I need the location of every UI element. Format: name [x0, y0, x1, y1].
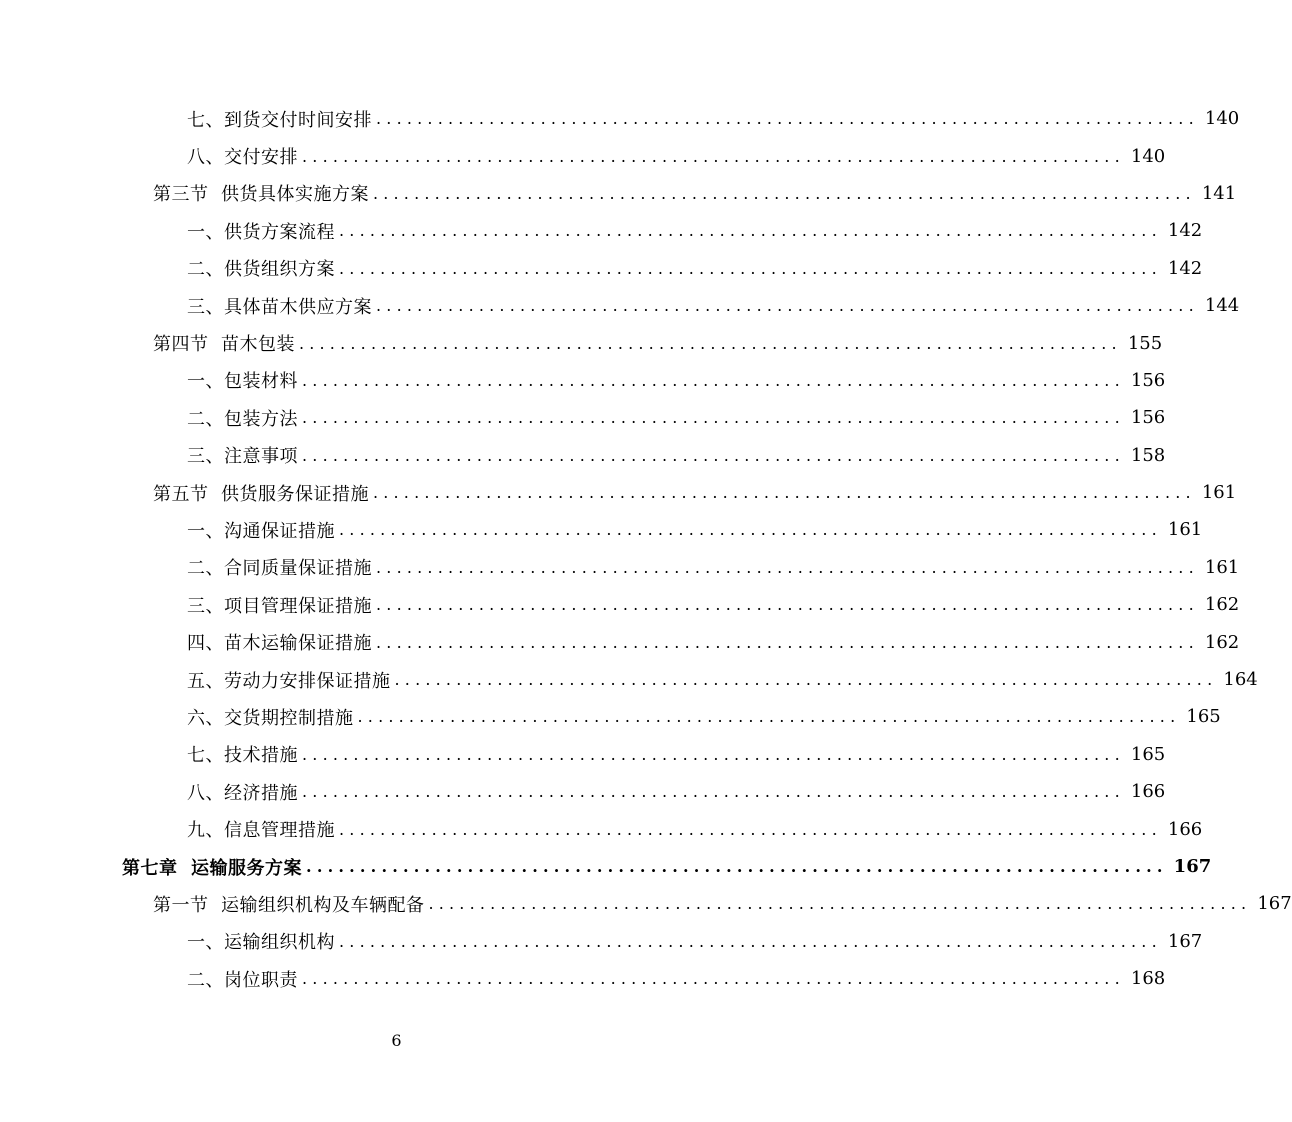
toc-entry[interactable]	[0, 810, 1203, 847]
toc-entry-label: 第五节 供货服务保证措施	[153, 483, 369, 505]
toc-entry[interactable]	[0, 324, 1163, 361]
toc-page-number: 161	[1201, 482, 1237, 504]
toc-page-number: 161	[1167, 519, 1203, 541]
toc-entry[interactable]	[0, 623, 1240, 660]
toc-leader-dots: ................................................................................	[302, 370, 1125, 390]
toc-entry-label: 八、经济措施	[187, 782, 298, 804]
toc-leader-dots: ................................................................................	[302, 782, 1125, 802]
page-number-footer: 6	[391, 1031, 402, 1050]
toc-page-number: 166	[1167, 818, 1203, 840]
toc-page-number: 162	[1204, 631, 1240, 653]
toc-leader-dots: ................................................................................	[302, 744, 1125, 764]
toc-entry[interactable]	[0, 212, 1203, 249]
toc-page-number: 167	[1257, 893, 1292, 915]
toc-entry-label: 九、信息管理措施	[187, 820, 335, 842]
toc-entry-label: 六、交货期控制措施	[187, 707, 354, 729]
toc-entry[interactable]	[0, 250, 1203, 287]
toc-page-number: 141	[1201, 182, 1237, 204]
toc-leader-dots: ................................................................................	[339, 931, 1162, 951]
toc-entry[interactable]	[0, 960, 1166, 997]
toc-leader-dots: ................................................................................	[376, 595, 1199, 615]
toc-leader-dots: ................................................................................	[376, 632, 1199, 652]
toc-entry-label: 一、供货方案流程	[187, 221, 335, 243]
toc-entry-label: 三、项目管理保证措施	[187, 595, 372, 617]
toc-leader-dots: ................................................................................	[339, 520, 1162, 540]
toc-entry[interactable]	[0, 923, 1203, 960]
toc-page-number: 144	[1204, 295, 1240, 317]
toc-leader-dots: ................................................................................	[339, 258, 1162, 278]
toc-leader-dots: ................................................................................	[376, 557, 1199, 577]
toc-leader-dots: ................................................................................	[372, 483, 1196, 503]
toc-entry-label: 第七章 运输服务方案	[122, 857, 303, 879]
toc-leader-dots: ................................................................................	[302, 146, 1125, 166]
toc-entry-label: 七、到货交付时间安排	[187, 109, 372, 131]
toc-entry[interactable]	[0, 885, 1292, 922]
toc-page-number: 165	[1130, 743, 1166, 765]
toc-entry[interactable]	[0, 549, 1240, 586]
toc-entry-label: 一、包装材料	[187, 371, 298, 393]
toc-entry-label: 第三节 供货具体实施方案	[153, 184, 369, 206]
toc-entry[interactable]	[0, 437, 1166, 474]
toc-entry[interactable]	[0, 661, 1258, 698]
toc-entry-label: 二、合同质量保证措施	[187, 558, 372, 580]
toc-page-number: 155	[1127, 332, 1163, 354]
toc-entry-label: 一、运输组织机构	[187, 932, 335, 954]
toc-page-number: 166	[1130, 781, 1166, 803]
toc-entry[interactable]	[0, 736, 1166, 773]
toc-leader-dots: ................................................................................	[302, 408, 1125, 428]
toc-entry[interactable]	[0, 698, 1221, 735]
toc-leader-dots: ................................................................................	[376, 296, 1199, 316]
toc-page-number: 140	[1204, 108, 1240, 130]
toc-entry[interactable]	[0, 287, 1240, 324]
toc-leader-dots: ................................................................................	[428, 894, 1252, 914]
toc-entry[interactable]	[0, 399, 1166, 436]
toc-entry[interactable]	[0, 511, 1203, 548]
toc-leader-dots: ................................................................................	[339, 819, 1162, 839]
toc-entry[interactable]	[0, 586, 1240, 623]
toc-leader-dots: ................................................................................	[372, 183, 1196, 203]
toc-entry[interactable]	[0, 362, 1166, 399]
toc-page-number: 140	[1130, 145, 1166, 167]
toc-entry[interactable]	[0, 100, 1240, 137]
toc-entry-label: 三、具体苗木供应方案	[187, 296, 372, 318]
toc-entry-label: 三、注意事项	[187, 446, 298, 468]
toc-entry-label: 八、交付安排	[187, 147, 298, 169]
toc-page-number: 168	[1130, 968, 1166, 990]
toc-page-number: 165	[1186, 706, 1221, 728]
toc-leader-dots: ................................................................................	[298, 333, 1122, 353]
toc-entry-label: 七、技术措施	[187, 745, 298, 767]
toc-entry[interactable]	[0, 773, 1166, 810]
toc-entry[interactable]	[0, 848, 1212, 885]
toc-entry[interactable]	[0, 175, 1237, 212]
toc-entry-label: 四、苗木运输保证措施	[187, 633, 372, 655]
toc-leader-dots: ................................................................................	[306, 857, 1168, 876]
toc-entry-label: 第一节 运输组织机构及车辆配备	[153, 894, 425, 916]
toc-page-number: 164	[1223, 669, 1258, 691]
toc-leader-dots: ................................................................................	[302, 445, 1125, 465]
toc-entry-label: 二、岗位职责	[187, 969, 298, 991]
toc-entry-label: 二、供货组织方案	[187, 259, 335, 281]
toc-page-number: 156	[1130, 369, 1166, 391]
toc-leader-dots: ................................................................................	[394, 670, 1218, 690]
toc-page-number: 162	[1204, 594, 1240, 616]
toc-entry[interactable]	[0, 474, 1237, 511]
toc-leader-dots: ................................................................................	[376, 109, 1199, 129]
toc-leader-dots: ................................................................................	[302, 969, 1125, 989]
toc-page-number: 167	[1167, 930, 1203, 952]
toc-page-number: 161	[1204, 556, 1240, 578]
toc-entry-label: 五、劳动力安排保证措施	[187, 670, 391, 692]
toc-entry-label: 一、沟通保证措施	[187, 520, 335, 542]
toc-leader-dots: ................................................................................	[339, 221, 1162, 241]
toc-page-number: 142	[1167, 220, 1203, 242]
toc-entry[interactable]	[0, 137, 1166, 174]
toc-leader-dots: ................................................................................	[357, 707, 1181, 727]
toc-entry-label: 第四节 苗木包装	[153, 334, 295, 356]
toc-entry-label: 二、包装方法	[187, 408, 298, 430]
table-of-contents	[0, 100, 1292, 997]
toc-page-number: 167	[1173, 856, 1212, 877]
toc-page-number: 156	[1130, 407, 1166, 429]
toc-page-number: 142	[1167, 257, 1203, 279]
toc-page-number: 158	[1130, 444, 1166, 466]
